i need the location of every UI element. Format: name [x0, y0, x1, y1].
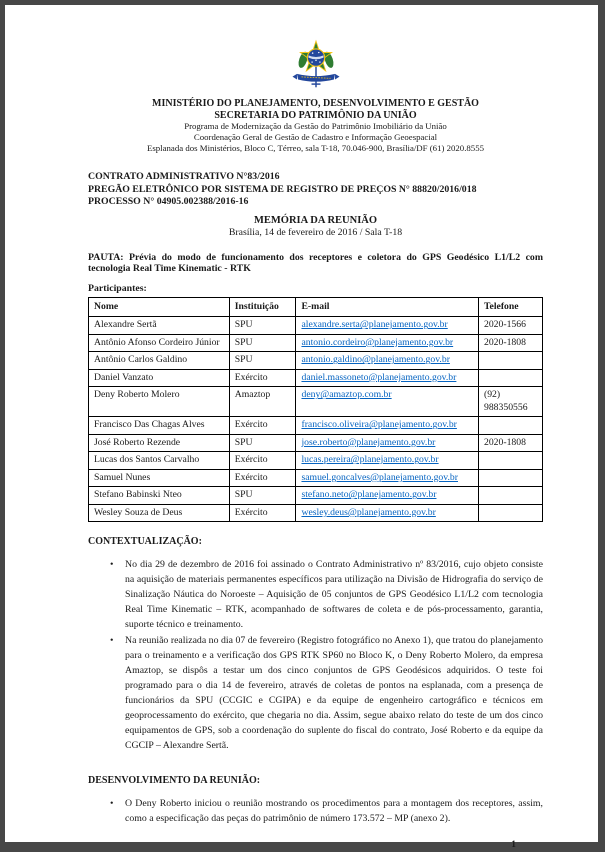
process-number: PROCESSO N° 04905.002388/2016-16 — [88, 195, 249, 207]
email-link[interactable]: stefano.neto@planejamento.gov.br — [301, 489, 437, 501]
participant-phone: 2020-1566 — [478, 317, 542, 335]
bullet-icon — [110, 796, 125, 826]
bullet-text: O Deny Roberto iniciou o reunião mostrando os procedimentos para a montagem dos receptores, assim, como a especificação das peças do patrimônio de número 173.572 – MP (anexo 2). — [125, 798, 543, 825]
table-row — [89, 369, 543, 387]
table-row — [89, 334, 543, 352]
participant-institution: Exército — [229, 469, 296, 487]
secretariat-name: SECRETARIA DO PATRIMÔNIO DA UNIÃO — [214, 109, 417, 121]
brazil-coat-of-arms-icon — [288, 35, 344, 97]
participant-phone: 2020-1808 — [478, 334, 542, 352]
bullet-text: No dia 29 de dezembro de 2016 foi assinado o Contrato Administrativo nº 83/2016, cujo objeto consiste na aquisição de materiais permanentes específicos para utilização na Divisão de Hidrografia do serviço de Sinalização Náutica do Noroeste – Aquisição de 05 conjuntos de GPS Geodésico L1/L2 com tecnologia Real Time Kinematic – RTK, acompanhado de softwares de coleta e de pós-processamento, garantia, suporte técnico e treinamento. — [125, 559, 543, 631]
participant-name: Stefano Babinski Nteo — [89, 487, 230, 505]
participant-institution: Exército — [229, 417, 296, 435]
participant-institution: Exército — [229, 504, 296, 522]
participants-label: Participantes: — [88, 282, 147, 294]
document-page — [5, 5, 598, 851]
table-row — [89, 469, 543, 487]
column-header-instituicao: Instituição — [229, 297, 296, 317]
email-link[interactable]: samuel.goncalves@planejamento.gov.br — [301, 471, 458, 483]
participant-phone: (92) 988350556 — [478, 387, 542, 417]
table-row — [89, 317, 543, 335]
participant-phone: 2020-1808 — [478, 434, 542, 452]
email-link[interactable]: wesley.deus@planejamento.gov.br — [301, 506, 436, 518]
table-row — [89, 434, 543, 452]
participant-phone — [478, 504, 542, 522]
column-header-email: E-mail — [296, 297, 479, 317]
participant-institution: Exército — [229, 369, 296, 387]
participant-name: Wesley Souza de Deus — [89, 504, 230, 522]
column-header-nome: Nome — [89, 297, 230, 317]
email-link[interactable]: jose.roberto@planejamento.gov.br — [301, 436, 436, 448]
email-link[interactable]: francisco.oliveira@planejamento.gov.br — [301, 419, 457, 431]
participant-name: Daniel Vanzato — [89, 369, 230, 387]
contract-block — [88, 171, 543, 208]
contextualizacao-bullets — [88, 557, 543, 753]
participant-name: Samuel Nunes — [89, 469, 230, 487]
email-link[interactable]: deny@amaztop.com.br — [301, 389, 392, 401]
agenda-line: PAUTA: Prévia do modo de funcionamento dos receptores e coletora do GPS Geodésico L1/L2 com tecnologia Real Time Kinematic - RTK — [88, 251, 543, 275]
ministry-header — [88, 98, 543, 153]
participant-institution: SPU — [229, 352, 296, 370]
meeting-subtitle: Brasília, 14 de fevereiro de 2016 / Sala T-18 — [228, 227, 403, 239]
list-item — [88, 633, 543, 753]
auction-number: PREGÃO ELETRÔNICO POR SISTEMA DE REGISTRO DE PREÇOS N° 88820/2016/018 — [88, 183, 477, 195]
meeting-title: MEMÓRIA DA REUNIÃO — [253, 215, 378, 227]
desenvolvimento-bullets — [88, 796, 543, 826]
ministry-name: MINISTÉRIO DO PLANEJAMENTO, DESENVOLVIMENTO E GESTÃO — [152, 98, 479, 109]
participant-name: Francisco Das Chagas Alves — [89, 417, 230, 435]
email-link[interactable]: alexandre.serta@planejamento.gov.br — [301, 319, 448, 331]
participant-institution: SPU — [229, 434, 296, 452]
list-item — [88, 796, 543, 826]
participant-phone — [478, 452, 542, 470]
section-heading-desenvolvimento: DESENVOLVIMENTO DA REUNIÃO: — [88, 775, 261, 787]
column-header-telefone: Telefone — [478, 297, 542, 317]
address-line: Esplanada dos Ministérios, Bloco C, Térreo, sala T-18, 70.046-900, Brasília/DF (61) 2020.8555 — [146, 142, 484, 153]
participant-phone — [478, 417, 542, 435]
email-link[interactable]: antonio.cordeiro@planejamento.gov.br — [301, 336, 454, 348]
table-row — [89, 487, 543, 505]
table-header-row — [89, 297, 543, 317]
bullet-icon — [110, 557, 125, 632]
contract-number: CONTRATO ADMINISTRATIVO N°83/2016 — [88, 171, 280, 183]
meeting-block — [88, 215, 543, 239]
participant-institution: SPU — [229, 317, 296, 335]
participant-name: Lucas dos Santos Carvalho — [89, 452, 230, 470]
participant-institution: Exército — [229, 452, 296, 470]
bullet-icon — [110, 633, 125, 753]
participants-table — [88, 297, 543, 523]
table-row — [89, 417, 543, 435]
email-link[interactable]: daniel.massoneto@planejamento.gov.br — [301, 371, 457, 383]
participant-phone — [478, 487, 542, 505]
participant-name: Deny Roberto Molero — [89, 387, 230, 417]
participant-phone — [478, 469, 542, 487]
table-row — [89, 452, 543, 470]
table-row — [89, 352, 543, 370]
email-link[interactable]: lucas.pereira@planejamento.gov.br — [301, 454, 439, 466]
bullet-text: Na reunião realizada no dia 07 de fevereiro (Registro fotográfico no Anexo 1), que tratou do planejamento para o treinamento e a verificação dos GPS RTK SP60 no Bloco K, o Deny Roberto Molero, da empresa Amaztop, se dispôs a testar um dos cinco conjuntos de GPS Geodésicos adquiridos. O teste foi programado para o dia 14 de fevereiro, através de coletas de pontos na esplanada, com a presença de funcionários da SPU (CCGIC e CGIPA) e da equipe de engenheiro cartográfico e técnicos em geoprocessamento do exército, que chegaria no dia. Assim, segue abaixo relato do teste de um dos cinco equipamentos de GPS, sob a coordenação do suplente do fiscal do contrato, José Roberto e da equipe da CGCIP – Alexandre Sertã. — [125, 635, 543, 752]
participant-name: Alexandre Sertã — [89, 317, 230, 335]
participant-name: Antônio Carlos Galdino — [89, 352, 230, 370]
participant-phone — [478, 352, 542, 370]
section-heading-contextualizacao: CONTEXTUALIZAÇÃO: — [88, 536, 202, 548]
participant-phone — [478, 369, 542, 387]
participant-name: José Roberto Rezende — [89, 434, 230, 452]
email-link[interactable]: antonio.galdino@planejamento.gov.br — [301, 354, 450, 366]
coordination-line: Coordenação Geral de Gestão de Cadastro e Informação Geoespacial — [193, 131, 438, 142]
participant-institution: Amaztop — [229, 387, 296, 417]
participant-name: Antônio Afonso Cordeiro Júnior — [89, 334, 230, 352]
table-row — [89, 504, 543, 522]
list-item — [88, 557, 543, 632]
participant-institution: SPU — [229, 487, 296, 505]
participant-institution: SPU — [229, 334, 296, 352]
page-number: 1 — [511, 840, 516, 851]
emblem-container — [88, 35, 543, 97]
table-row — [89, 387, 543, 417]
program-line: Programa de Modernização da Gestão do Patrimônio Imobiliário da União — [184, 121, 447, 131]
